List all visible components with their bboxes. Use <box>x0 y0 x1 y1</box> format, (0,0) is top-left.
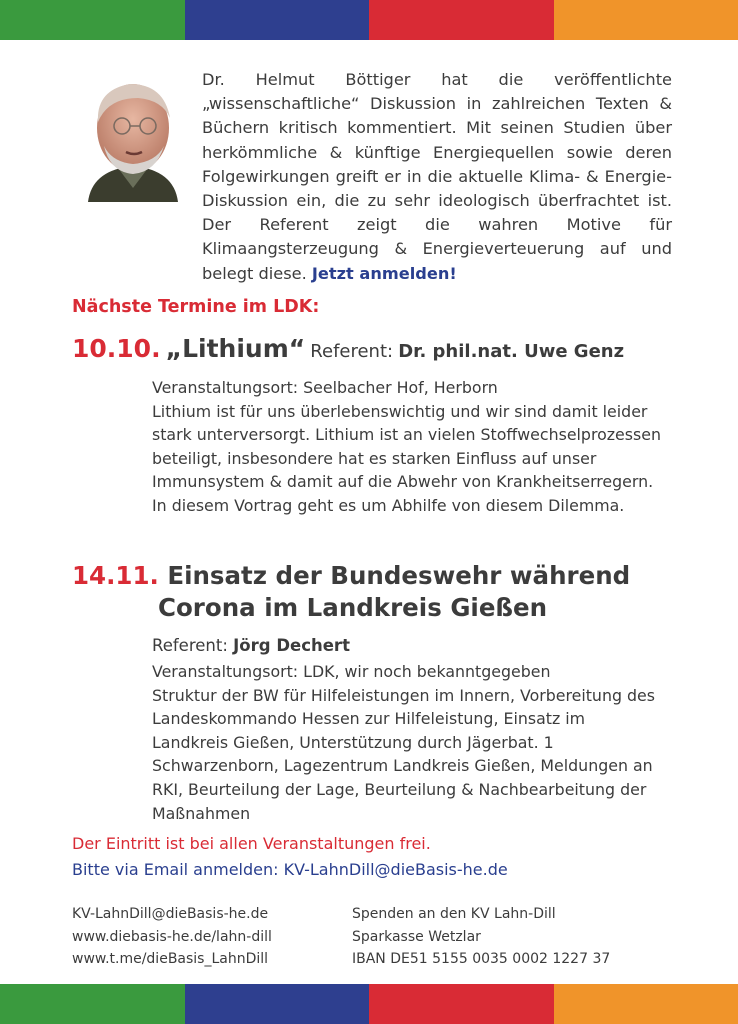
intro-paragraph <box>202 68 672 286</box>
event-details-bundeswehr <box>152 660 662 825</box>
event-title-bundeswehr <box>72 560 630 624</box>
event-name-line2: Corona im Landkreis Gießen <box>158 593 548 622</box>
stripe-orange <box>554 0 738 40</box>
stripe-green <box>0 984 185 1024</box>
top-color-stripe <box>0 0 738 40</box>
donation-bank: Sparkasse Wetzlar <box>352 928 481 945</box>
event-location: Veranstaltungsort: Seelbacher Hof, Herborn <box>152 378 498 397</box>
speaker-portrait <box>78 70 188 202</box>
stripe-red <box>369 984 554 1024</box>
intro-text: Dr. Helmut Böttiger hat die veröffentlichte „wissenschaftliche“ Diskussion in zahlreichen Texten & Büchern kritisch kommentiert. Mit seinen Studien über herkömmliche & künftige Energiequellen sowie deren Folgewirkungen greift er in die aktuelle Klima- & Energie-Diskussion ein, die zu sehr ideologisch überfrachtet ist. Der Referent zeigt die wahren Motive für Klimaangsterzeugung & Energieverteuerung auf und belegt diese. <box>202 70 672 283</box>
event-date: 10.10. <box>72 334 161 363</box>
referent-label: Referent: <box>152 636 228 655</box>
bottom-color-stripe <box>0 984 738 1024</box>
event-date: 14.11. <box>72 561 159 590</box>
register-now-link[interactable]: Jetzt anmelden! <box>311 263 457 283</box>
event-referent-bundeswehr <box>152 636 350 655</box>
event-name-line1: Einsatz der Bundeswehr während <box>167 561 631 590</box>
stripe-orange <box>554 984 738 1024</box>
contact-website[interactable]: www.diebasis-he.de/lahn-dill <box>72 928 272 945</box>
event-details-lithium <box>152 376 672 518</box>
donation-line: Spenden an den KV Lahn-Dill <box>352 906 556 922</box>
event-description: Lithium ist für uns überlebenswichtig und wir sind damit leider stark unterversorgt. Lithium ist an vielen Stoffwechselprozessen beteiligt, insbesondere hat es starken Einfluss auf unser Immunsystem & damit auf die Abwehr von Krankheitserregern. In diesem Vortrag geht es um Abhilfe von diesem Dilemma. <box>152 401 661 515</box>
contact-block <box>72 903 272 971</box>
stripe-green <box>0 0 185 40</box>
donation-iban: IBAN DE51 5155 0035 0002 1227 37 <box>352 951 611 967</box>
event-title-lithium <box>72 334 624 363</box>
stripe-blue <box>185 0 370 40</box>
event-location: Veranstaltungsort: LDK, wir noch bekanntgegeben <box>152 662 551 681</box>
stripe-blue <box>185 984 370 1024</box>
free-entry-note: Der Eintritt ist bei allen Veranstaltungen frei. <box>72 834 431 853</box>
contact-email[interactable]: KV-LahnDill@dieBasis-he.de <box>72 906 269 922</box>
email-registration-note[interactable]: Bitte via Email anmelden: KV-LahnDill@dieBasis-he.de <box>72 860 508 879</box>
event-description: Struktur der BW für Hilfeleistungen im Innern, Vorbereitung des Landeskommando Hessen zur Hilfeleistung, Einsatz im Landkreis Gießen, Unterstützung durch Jägerbat. 1 Schwarzenborn, Lagezentrum Landkreis Gießen, Meldungen an RKI, Beurteilung der Lage, Beurteilung & Nachbearbeitung der Maßnahmen <box>152 685 655 823</box>
next-dates-heading: Nächste Termine im LDK: <box>72 297 320 317</box>
donation-block <box>352 903 610 971</box>
referent-name: Dr. phil.nat. Uwe Genz <box>398 341 625 362</box>
event-name: „Lithium“ <box>165 334 306 363</box>
referent-name: Jörg Dechert <box>233 636 350 655</box>
contact-telegram[interactable]: www.t.me/dieBasis_LahnDill <box>72 951 269 967</box>
referent-label: Referent: <box>310 341 394 362</box>
stripe-red <box>369 0 554 40</box>
